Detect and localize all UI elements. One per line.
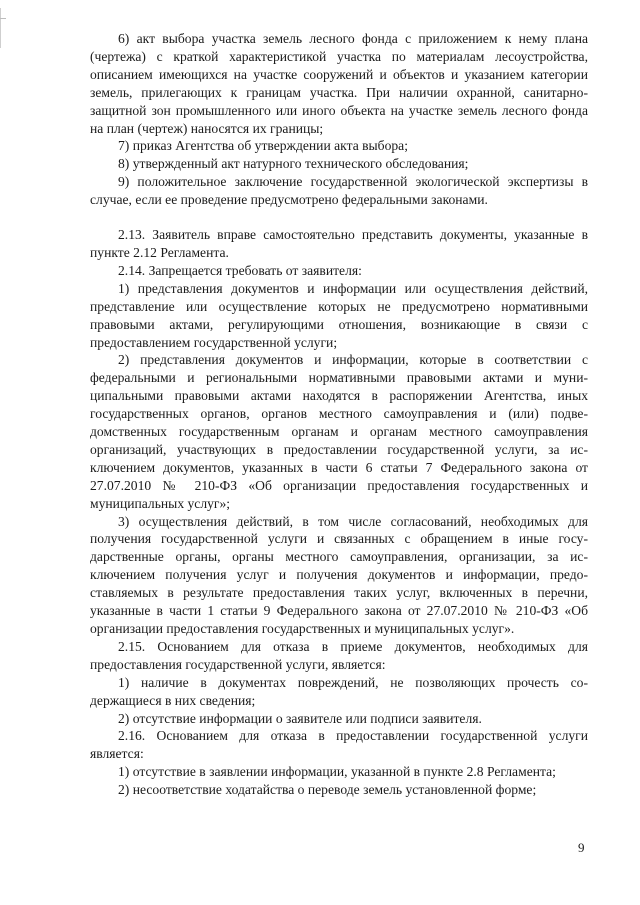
clause-2-14: 2.14. Запрещается требовать от заявителя:	[118, 262, 362, 278]
section-gap	[90, 209, 588, 226]
clause-2-16-item-1: 1) отсутствие в заявлении информации, указанной в пункте 2.8 Регламента;	[118, 764, 556, 780]
clause-2-15-item-2: 2) отсутствие информации о заявителе или подписи заявителя.	[118, 710, 482, 726]
scan-edge-dash	[0, 18, 6, 19]
clause-2-15: 2.15. Основанием для отказа в приеме документов, необходимых для предоставления государственной услуги, является:	[90, 638, 588, 672]
clause-2-14-item-1: 1) представления документов и информации или осуществления действий, представление или осуществление которых не предусмотрено нормативными правовыми актами, регулирующими отношения, возникающие в связи с предоставлением государственной услуги;	[90, 280, 588, 350]
scan-edge-mark	[0, 8, 1, 48]
list-item-9: 9) положительное заключение государственной экологической экспертизы в случае, если ее проведение предусмотрено федеральными законами.	[90, 174, 588, 208]
list-item-8: 8) утвержденный акт натурного технического обследования;	[118, 156, 469, 172]
list-item-7: 7) приказ Агентства об утверждении акта выбора;	[118, 138, 408, 154]
clause-2-13: 2.13. Заявитель вправе самостоятельно представить документы, указанные в пункте 2.12 Регламента.	[90, 227, 588, 260]
list-item-6: 6) акт выбора участка земель лесного фонда с приложением к нему плана (чертежа) с краткой характеристикой участка по материалам лесоустройства, описанием имеющихся на участке сооружений и объектов и указанием категории земель, прилегающих к границам участка. При наличии охранной, санитарно-защитной зон промышленного или иного объекта на участке земель лесного фонда на план (чертеж) наносятся их границы;	[90, 31, 588, 136]
page-number: 9	[578, 840, 585, 855]
clause-2-15-item-1: 1) наличие в документах повреждений, не позволяющих прочесть содержащиеся в них сведения;	[90, 674, 588, 708]
clause-2-16: 2.16. Основанием для отказа в предоставлении государственной услуги является:	[90, 728, 588, 762]
clause-2-14-item-2: 2) представления документов и информации, которые в соответствии с федеральными и региональными нормативными правовыми актами и муниципальными правовыми актами находятся в распоряжении Агентства, иных государственных органов, органов местного самоуправления и (или) подведомственных государственным органам и органам местного самоуправления организаций, участвующих в предоставлении государственной услуги, за исключением документов, указанных в части 6 статьи 7 Федерального закона от 27.07.2010 № 210-ФЗ «Об организации предоставления государственных и муниципальных услуг»;	[90, 352, 588, 511]
clause-2-16-item-2: 2) несоответствие ходатайства о переводе земель установленной форме;	[118, 782, 537, 798]
clause-2-14-item-3: 3) осуществления действий, в том числе согласований, необходимых для получения государственной услуги и связанных с обращением в иные государственные органы, органы местного самоуправления, организации, за исключением получения услуг и получения документов и информации, предоставляемых в результате предоставления таких услуг, включенных в перечни, указанные в части 1 статьи 9 Федерального закона от 27.07.2010 № 210-ФЗ «Об организации предоставления государственных и муниципальных услуг».	[90, 513, 588, 636]
document-body	[90, 30, 588, 799]
